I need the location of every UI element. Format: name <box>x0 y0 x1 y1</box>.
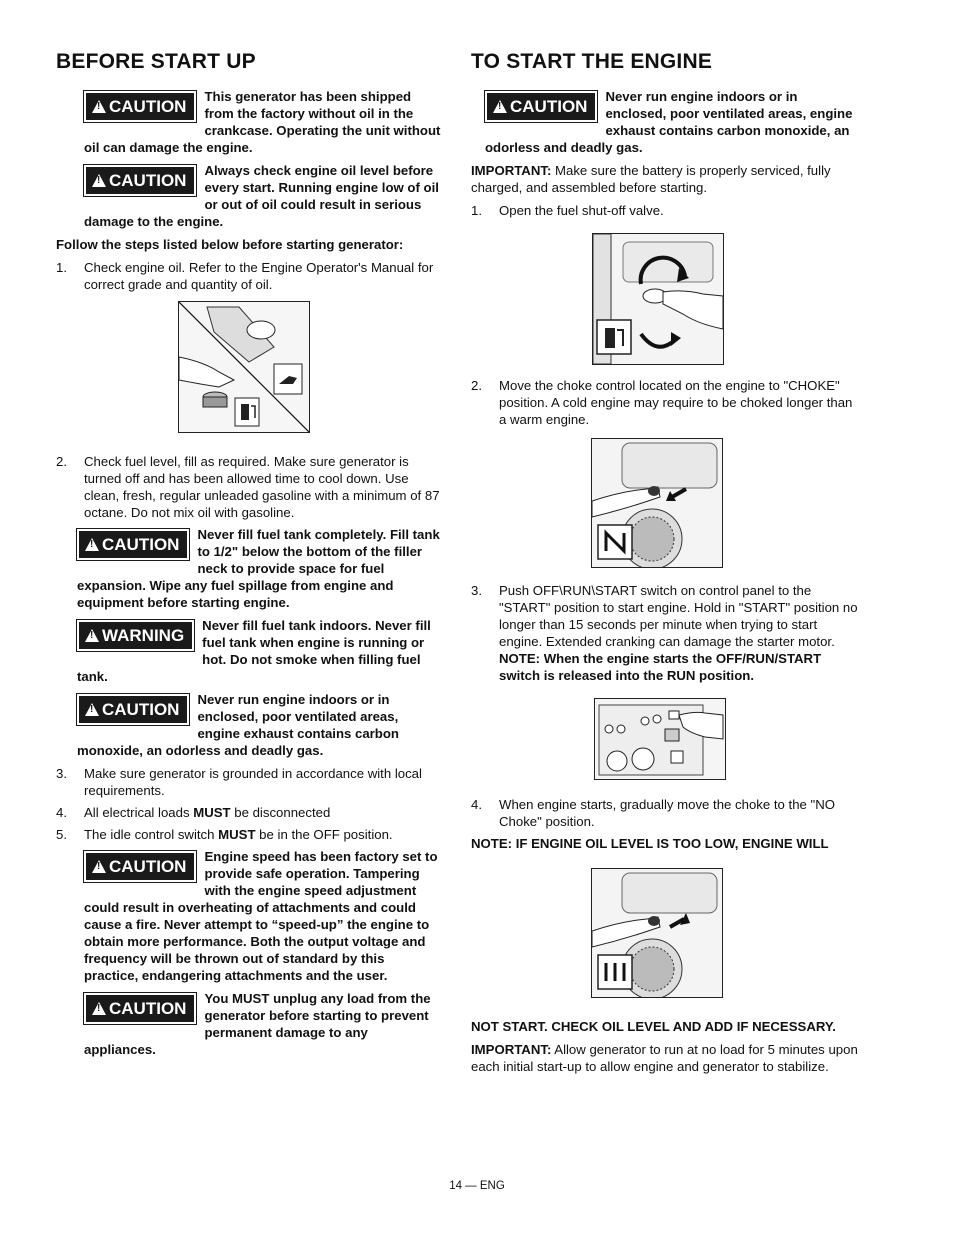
section-heading-to-start-engine: TO START THE ENGINE <box>471 50 713 73</box>
steps-intro: Follow the steps listed below before starting generator: <box>56 237 404 252</box>
page-number-footer: 14 — ENG <box>449 1180 505 1192</box>
step-idle-switch: 5. The idle control switch MUST be in the OFF position. <box>56 827 393 842</box>
step-fuel-valve: 1. Open the fuel shut-off valve. <box>471 203 664 218</box>
step-choke: 2. Move the choke control located on the engine to "CHOKE" position. A cold engine may require to be choked longer than a warm engine. <box>471 378 853 427</box>
choke-illustration <box>591 438 723 568</box>
caution-badge: !CAUTION <box>485 91 597 122</box>
step-check-oil: 1. Check engine oil. Refer to the Engine Operator's Manual for correct grade and quantity of oil. <box>56 260 434 292</box>
caution-text: Engine speed has been factory set to provide safe operation. Tampering with the engine speed adjustment could result in overheating of attachments and could cause a fire. Never attempt to “speed-up” the engine to obtain more performance. Both the output voltage and frequency will be thrown out of standard by this practice, endangering attachments and the user. <box>84 849 438 983</box>
caution-text: Never run engine indoors or in enclosed, poor ventilated areas, engine exhaust contains carbon monoxide, an odorless and deadly gas. <box>77 692 399 758</box>
caution-notice <box>56 526 442 611</box>
warning-triangle-icon <box>92 1002 106 1015</box>
to-start-engine-column <box>471 50 861 1081</box>
no-choke-illustration <box>591 868 723 998</box>
warning-badge: !WARNING <box>77 620 194 651</box>
section-heading-before-start-up: BEFORE START UP <box>56 50 256 73</box>
important-warmup: IMPORTANT: Allow generator to run at no load for 5 minutes upon each initial start-up to allow engine and generator to stabilize. <box>471 1042 858 1074</box>
caution-notice <box>56 848 442 984</box>
warning-triangle-icon <box>85 538 99 551</box>
warning-triangle-icon <box>493 100 507 113</box>
caution-badge: !CAUTION <box>84 91 196 122</box>
caution-badge: !CAUTION <box>84 851 196 882</box>
warning-notice <box>56 617 442 685</box>
warning-text: Never fill fuel tank indoors. Never fill fuel tank when engine is running or hot. Do not smoke when filling fuel tank. <box>77 618 431 684</box>
caution-notice <box>56 691 442 759</box>
warning-triangle-icon <box>92 174 106 187</box>
step-no-choke: 4. When engine starts, gradually move the choke to the "NO Choke" position. <box>471 797 836 829</box>
oil-level-note-part2: NOT START. CHECK OIL LEVEL AND ADD IF NECESSARY. <box>471 1019 836 1034</box>
caution-notice <box>56 162 442 230</box>
oil-check-illustration <box>178 301 310 433</box>
control-panel-illustration <box>594 698 726 780</box>
warning-triangle-icon <box>85 629 99 642</box>
warning-triangle-icon <box>85 703 99 716</box>
caution-badge: !CAUTION <box>84 993 196 1024</box>
before-start-up-column <box>56 50 442 1064</box>
caution-notice <box>56 990 442 1058</box>
warning-triangle-icon <box>92 100 106 113</box>
step-start-switch: 3. Push OFF\RUN\START switch on control panel to the "START" position to start engine. Hold in "START" position no longer than 15 seconds per minute when trying to start engine. Extended cranking can damage the starter motor. NOTE: When the engine starts the OFF/RUN/START switch is released into the RUN position. <box>471 583 858 683</box>
caution-badge: !CAUTION <box>84 165 196 196</box>
caution-notice <box>471 88 861 156</box>
caution-text: This generator has been shipped from the factory without oil in the crankcase. Operating the unit without oil can damage the engine. <box>84 89 441 155</box>
important-battery: IMPORTANT: Make sure the battery is properly serviced, fully charged, and assembled before starting. <box>471 163 831 195</box>
step-disconnect-loads: 4. All electrical loads MUST be disconnected <box>56 805 331 820</box>
oil-level-note-part1: NOTE: IF ENGINE OIL LEVEL IS TOO LOW, ENGINE WILL <box>471 836 829 851</box>
caution-text: Always check engine oil level before every start. Running engine low of oil or out of oil could result in serious damage to the engine. <box>84 163 439 229</box>
caution-text: Never run engine indoors or in enclosed, poor ventilated areas, engine exhaust contains carbon monoxide, an odorless and deadly gas. <box>485 89 853 155</box>
warning-triangle-icon <box>92 860 106 873</box>
caution-notice <box>56 88 442 156</box>
step-grounding: 3. Make sure generator is grounded in accordance with local requirements. <box>56 766 422 798</box>
fuel-valve-illustration <box>592 233 724 365</box>
caution-text: You MUST unplug any load from the generator before starting to prevent permanent damage to any appliances. <box>84 991 431 1057</box>
caution-badge: !CAUTION <box>77 694 189 725</box>
caution-badge: !CAUTION <box>77 529 189 560</box>
caution-text: Never fill fuel tank completely. Fill tank to 1/2" below the bottom of the filler neck to provide space for fuel expansion. Wipe any fuel spillage from engine and equipment before starting engine. <box>77 527 440 610</box>
step-check-fuel: 2. Check fuel level, fill as required. Make sure generator is turned off and has been allowed time to cool down. Use clean, fresh, regular unleaded gasoline with a minimum of 87 octane. Do not mix oil with gasoline. <box>56 454 440 520</box>
